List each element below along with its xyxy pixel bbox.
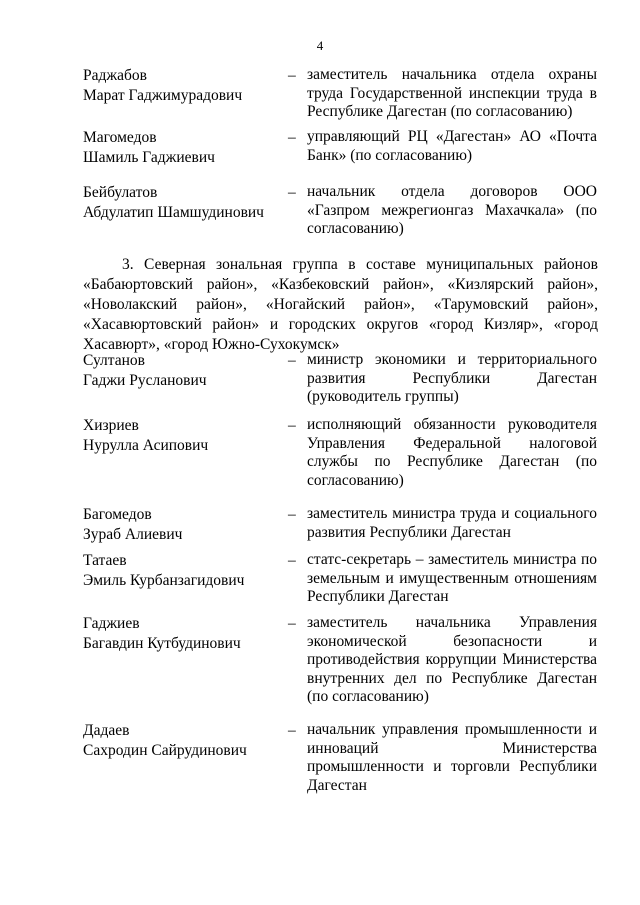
member-entry [83, 183, 598, 263]
member-name [83, 416, 283, 456]
member-given-name: Марат Гаджимурадович [83, 87, 243, 104]
member-given-name: Нурулла Асипович [83, 437, 209, 454]
member-surname: Магомедов [83, 129, 157, 146]
dash-separator: – [288, 615, 296, 632]
member-surname: Гаджиев [83, 615, 140, 632]
member-role: исполняющий обязанности руководителя Управления Федеральной налоговой службы по Республике Дагестан (по согласованию) [307, 416, 597, 489]
member-given-name: Гаджи Русланович [83, 372, 207, 389]
member-role: заместитель начальника отдела охраны труда Государственной инспекции труда в Республике Дагестан (по согласованию) [307, 66, 597, 120]
member-name [83, 505, 283, 545]
dash-separator: – [288, 129, 296, 146]
member-name [83, 128, 283, 168]
member-surname: Султанов [83, 352, 145, 369]
dash-separator: – [288, 352, 296, 369]
member-given-name: Эмиль Курбанзагидович [83, 572, 245, 589]
member-surname: Татаев [83, 552, 127, 569]
dash-separator: – [288, 417, 296, 434]
dash-separator: – [288, 67, 296, 84]
dash-separator: – [288, 552, 296, 569]
member-given-name: Зураб Алиевич [83, 526, 183, 543]
member-name [83, 614, 283, 654]
member-entry [83, 614, 598, 714]
page-number: 4 [316, 38, 324, 53]
dash-separator: – [288, 506, 296, 523]
member-given-name: Багавдин Кутбудинович [83, 635, 241, 652]
member-surname: Хизриев [83, 417, 139, 434]
member-entry [83, 721, 598, 801]
member-entry [83, 416, 598, 496]
member-name [83, 721, 283, 761]
member-name [83, 183, 283, 223]
member-given-name: Абдулатип Шамшудинович [83, 204, 264, 221]
member-name [83, 551, 283, 591]
member-surname: Бейбулатов [83, 184, 158, 201]
member-role: статс-секретарь – заместитель министра по земельным и имущественным отношениям Республики Дагестан [307, 551, 597, 605]
member-name [83, 351, 283, 391]
member-surname: Дадаев [83, 722, 130, 739]
dash-separator: – [288, 184, 296, 201]
member-role: управляющий РЦ «Дагестан» АО «Почта Банк» (по согласованию) [307, 128, 597, 164]
member-surname: Багомедов [83, 506, 152, 523]
member-role: заместитель министра труда и социального развития Республики Дагестан [307, 505, 597, 541]
member-name [83, 66, 283, 106]
member-role: начальник отдела договоров ООО «Газпром межрегионгаз Махачкала» (по согласованию) [307, 183, 597, 237]
member-role: заместитель начальника Управления экономической безопасности и противодействия коррупции Министерства внутренних дел по Республике Дагестан (по согласованию) [307, 614, 597, 705]
member-given-name: Шамиль Гаджиевич [83, 149, 215, 166]
dash-separator: – [288, 722, 296, 739]
member-role: начальник управления промышленности и инноваций Министерства промышленности и торговли Республики Дагестан [307, 721, 597, 794]
section-3-heading: 3. Северная зональная группа в составе муниципальных районов «Бабаюртовский район», «Казбековский район», «Кизлярский район», «Новолакский район», «Ногайский район», «Тарумовский район», «Хасавюртовский район» и городских округов «город Кизляр», «город Хасавюрт», «город Южно-Сухокумск» [83, 256, 598, 353]
member-surname: Раджабов [83, 67, 147, 84]
member-role: министр экономики и территориального развития Республики Дагестан (руководитель группы) [307, 351, 597, 405]
member-given-name: Сахродин Сайрудинович [83, 742, 247, 759]
